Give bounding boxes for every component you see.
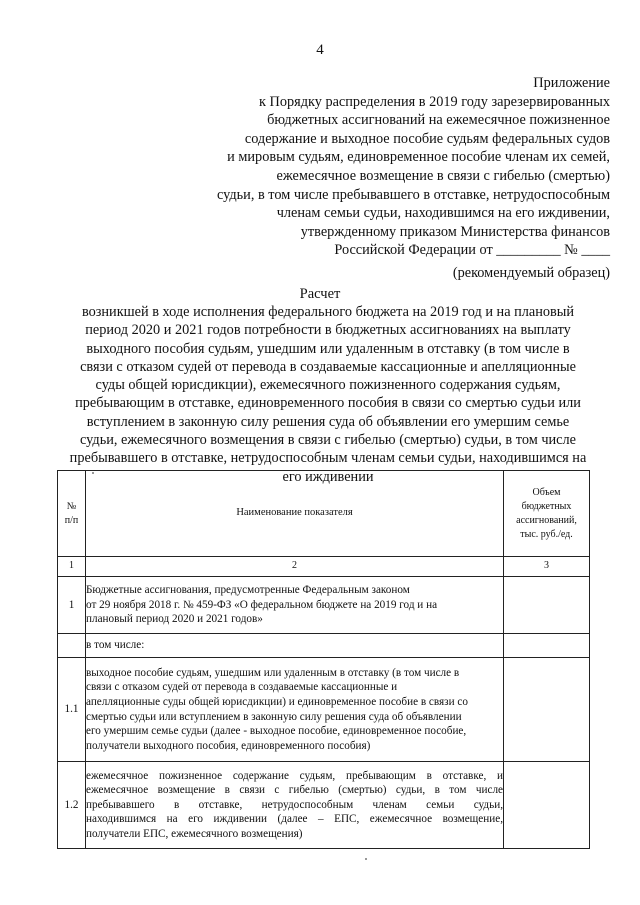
description-line: пребывавшего в отставке, нетрудоспособным членам семьи судьи, находившимся на <box>69 450 587 467</box>
table-row <box>58 577 590 634</box>
row-value-cell <box>504 634 590 658</box>
row-text-line: выходное пособие судьям, ушедшим или удаленным в отставку (в том числе в <box>86 666 460 679</box>
description-line: его иждивении <box>282 468 374 485</box>
description-line: связи с отказом судей от перевода в создаваемые кассационные и апелляционные <box>80 358 576 375</box>
row-text-line: плановый период 2020 и 2021 годов» <box>86 613 263 626</box>
description-line: возникшей в ходе исполнения федерального бюджета на 2019 год и на плановый <box>81 304 575 320</box>
header-volume-line: Объем <box>532 486 561 498</box>
row-text-line: получатели ЕПС, ежемесячного возмещения) <box>86 827 303 840</box>
row-text-line: Бюджетные ассигнования, предусмотренные Федеральным законом <box>86 584 410 597</box>
row-text-line: апелляционные суды общей юрисдикции) и единовременное пособие в связи со <box>86 695 468 708</box>
description-line: выходного пособия судьям, ушедшим или удаленным в отставку (в том числе в <box>86 340 570 357</box>
appendix-line: Приложение <box>533 75 610 91</box>
appendix-line: бюджетных ассигнований на ежемесячное пожизненное <box>267 112 610 129</box>
document-description <box>50 303 606 486</box>
header-num-line: № <box>66 500 77 512</box>
description-line: суды общей юрисдикции), ежемесячного пожизненного содержания судьям, <box>95 377 561 394</box>
row-text-line: пребывавшего в отставке, нетрудоспособным членам семьи судьи, <box>86 798 503 811</box>
description-line: вступлением в законную силу решения суда об объявлении его умершим семье <box>86 413 570 430</box>
document-title: Расчет <box>299 286 341 302</box>
row-name-cell <box>86 634 504 658</box>
page-number: 4 <box>316 42 324 58</box>
row-number-cell: 1 <box>58 577 86 634</box>
appendix-line: судьи, в том числе пребывавшего в отставке, нетрудоспособным <box>216 186 610 203</box>
description-line: судьи, ежемесячного возмещения в связи с гибелью (смертью) судьи, в том числе <box>80 432 576 449</box>
row-value-cell <box>504 577 590 634</box>
scan-speck <box>365 858 367 860</box>
appendix-line: ежемесячное возмещение в связи с гибелью (смертью) <box>276 167 610 184</box>
description-line: период 2020 и 2021 годов потребности в бюджетных ассигнованиях на выплату <box>85 322 571 339</box>
header-num-cell <box>58 471 86 557</box>
row-text-line: смертью судьи или вступлением в законную силу решения суда об объявлении <box>86 710 462 723</box>
sample-note: (рекомендуемый образец) <box>452 265 610 281</box>
header-volume-line: бюджетных <box>521 500 572 512</box>
row-text-line: его умершим семье судьи (далее - выходное пособие, единовременное пособие, <box>86 725 467 738</box>
row-text-line: в том числе: <box>86 639 145 652</box>
row-number-cell: 1.2 <box>58 762 86 849</box>
column-number-cell: 1 <box>58 557 86 577</box>
appendix-line: и мировым судьям, единовременное пособие членам их семей, <box>227 149 610 166</box>
column-number-cell: 2 <box>86 557 504 577</box>
appendix-line: членам семьи судьи, находившимся на его иждивении, <box>276 205 610 222</box>
table-row <box>58 658 590 762</box>
row-name-cell <box>86 577 504 634</box>
calculation-table <box>57 470 590 849</box>
appendix-line: утвержденному приказом Министерства финансов <box>300 223 610 240</box>
column-number-cell: 3 <box>504 557 590 577</box>
scan-speck <box>92 472 94 474</box>
table-row <box>58 762 590 849</box>
row-name-cell <box>86 658 504 762</box>
header-num-line: п/п <box>64 514 79 526</box>
row-text-line: связи с отказом судей от перевода в создаваемые кассационные и <box>86 681 398 694</box>
header-volume-cell <box>504 471 590 557</box>
appendix-header <box>170 74 610 260</box>
row-text-line: получатели выходного пособия, единовременного пособия) <box>86 739 371 752</box>
appendix-line: Российской Федерации от _________ № ____ <box>334 242 610 259</box>
table-row <box>58 634 590 658</box>
appendix-line: к Порядку распределения в 2019 году зарезервированных <box>258 93 610 110</box>
row-text-line: ежемесячное возмещение в связи с гибелью (смертью) судьи, в том числе <box>86 784 503 797</box>
row-number-cell <box>58 634 86 658</box>
table-header-row <box>58 471 590 557</box>
row-number-cell: 1.1 <box>58 658 86 762</box>
header-volume-line: тыс. руб./ед. <box>520 528 573 540</box>
row-text-line: ежемесячное пожизненное содержание судьям, пребывающим в отставке, и <box>86 769 503 782</box>
row-value-cell <box>504 762 590 849</box>
column-number-row <box>58 557 590 577</box>
row-name-cell <box>86 762 504 849</box>
header-volume-line: ассигнований, <box>516 514 577 526</box>
row-value-cell <box>504 658 590 762</box>
row-text-line: находившимся на его иждивении (далее – ЕПС, ежемесячное возмещение, <box>86 813 503 826</box>
description-line: пребывающим в отставке, единовременного пособия в связи со смертью судьи или <box>75 395 581 412</box>
appendix-line: содержание и выходное пособие судьям федеральных судов <box>244 130 610 147</box>
row-text-line: от 29 ноября 2018 г. № 459-ФЗ «О федеральном бюджете на 2019 год и на <box>86 598 438 611</box>
header-name-cell: Наименование показателя <box>86 471 504 557</box>
